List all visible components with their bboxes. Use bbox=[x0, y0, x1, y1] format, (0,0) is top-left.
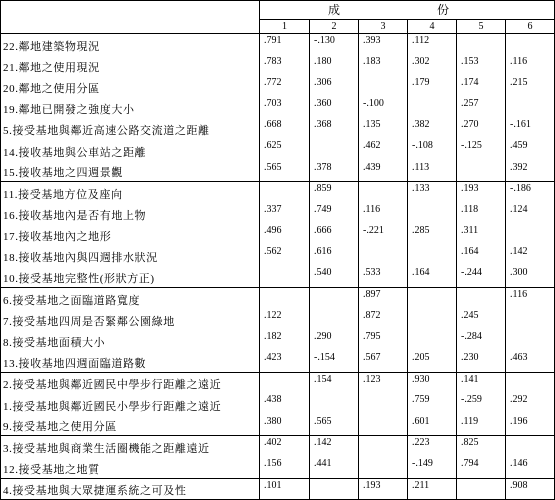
loading-cell: .783 bbox=[260, 55, 310, 76]
loading-cell: .462 bbox=[359, 139, 408, 160]
loading-cell: .306 bbox=[310, 76, 359, 97]
loading-cell: .311 bbox=[457, 224, 506, 245]
loading-cell bbox=[506, 97, 555, 118]
loading-cell: .292 bbox=[506, 393, 555, 414]
loading-cell: .142 bbox=[310, 436, 359, 457]
loading-cell: .135 bbox=[359, 118, 408, 139]
loading-cell bbox=[260, 266, 310, 287]
table-row bbox=[1, 224, 555, 245]
table-row bbox=[1, 288, 555, 309]
loading-cell: .211 bbox=[408, 478, 457, 499]
loading-cell: .378 bbox=[310, 161, 359, 182]
loading-cell bbox=[260, 182, 310, 203]
loading-cell: -.284 bbox=[457, 330, 506, 351]
loading-cell: .791 bbox=[260, 34, 310, 55]
loading-cell: .116 bbox=[506, 288, 555, 309]
row-label: 4.接受基地與大眾捷運系統之可及性 bbox=[1, 478, 260, 499]
loading-cell bbox=[457, 34, 506, 55]
loading-cell: .133 bbox=[408, 182, 457, 203]
header-title-cell bbox=[260, 1, 555, 20]
loading-cell: .223 bbox=[408, 436, 457, 457]
loading-cell bbox=[260, 288, 310, 309]
table-row bbox=[1, 457, 555, 478]
row-label: 8.接受基地面積大小 bbox=[1, 330, 260, 351]
loading-cell bbox=[457, 288, 506, 309]
loading-cell: .533 bbox=[359, 266, 408, 287]
row-label: 16.接收基地內是否有地上物 bbox=[1, 203, 260, 224]
loading-cell: .154 bbox=[310, 372, 359, 393]
table-row bbox=[1, 55, 555, 76]
loading-cell: .182 bbox=[260, 330, 310, 351]
table-row bbox=[1, 245, 555, 266]
table-row bbox=[1, 478, 555, 499]
loading-cell bbox=[359, 76, 408, 97]
table-row bbox=[1, 330, 555, 351]
loading-cell: .285 bbox=[408, 224, 457, 245]
table-row bbox=[1, 393, 555, 414]
loading-cell: .759 bbox=[408, 393, 457, 414]
loading-cell: .668 bbox=[260, 118, 310, 139]
loading-cell bbox=[359, 457, 408, 478]
loading-cell: -.125 bbox=[457, 139, 506, 160]
loading-cell: .772 bbox=[260, 76, 310, 97]
table-row bbox=[1, 309, 555, 330]
loading-cell: .601 bbox=[408, 415, 457, 436]
loading-cell: .382 bbox=[408, 118, 457, 139]
loading-cell: .215 bbox=[506, 76, 555, 97]
row-label: 22.鄰地建築物現況 bbox=[1, 34, 260, 55]
table-row bbox=[1, 97, 555, 118]
loading-cell: .193 bbox=[359, 478, 408, 499]
loading-cell: .302 bbox=[408, 55, 457, 76]
loading-cell: .193 bbox=[457, 182, 506, 203]
row-label: 10.接受基地完整性(形狀方正) bbox=[1, 266, 260, 287]
loading-cell: .859 bbox=[310, 182, 359, 203]
loading-cell bbox=[408, 330, 457, 351]
table-row bbox=[1, 161, 555, 182]
loading-cell bbox=[359, 245, 408, 266]
row-label: 17.接收基地內之地形 bbox=[1, 224, 260, 245]
loading-cell: .402 bbox=[260, 436, 310, 457]
loading-cell: .616 bbox=[310, 245, 359, 266]
loading-cell: -.149 bbox=[408, 457, 457, 478]
loading-cell bbox=[310, 478, 359, 499]
loading-cell: .290 bbox=[310, 330, 359, 351]
row-label: 2.接受基地與鄰近國民中學步行距離之遠近 bbox=[1, 372, 260, 393]
loading-cell: -.108 bbox=[408, 139, 457, 160]
column-header-4: 4 bbox=[408, 20, 457, 34]
row-label: 6.接受基地之面臨道路寬度 bbox=[1, 288, 260, 309]
column-header-2: 2 bbox=[310, 20, 359, 34]
loading-cell: .123 bbox=[359, 372, 408, 393]
loading-cell bbox=[506, 372, 555, 393]
header-title-left: 成 bbox=[328, 3, 342, 17]
loading-cell: .141 bbox=[457, 372, 506, 393]
table-row bbox=[1, 415, 555, 436]
loading-cell bbox=[457, 161, 506, 182]
loading-cell: .112 bbox=[408, 34, 457, 55]
loading-cell: .146 bbox=[506, 457, 555, 478]
loading-cell: .562 bbox=[260, 245, 310, 266]
loading-cell bbox=[310, 288, 359, 309]
loading-cell: .119 bbox=[457, 415, 506, 436]
loading-cell: .825 bbox=[457, 436, 506, 457]
loading-cell: .183 bbox=[359, 55, 408, 76]
loading-cell: .438 bbox=[260, 393, 310, 414]
row-label: 11.接受基地方位及座向 bbox=[1, 182, 260, 203]
loading-cell: .565 bbox=[260, 161, 310, 182]
row-label: 7.接受基地四周是否緊鄰公園綠地 bbox=[1, 309, 260, 330]
loading-cell: .101 bbox=[260, 478, 310, 499]
loading-cell: .360 bbox=[310, 97, 359, 118]
table-row bbox=[1, 118, 555, 139]
loading-cell: .625 bbox=[260, 139, 310, 160]
row-label: 3.接受基地與商業生活圈機能之距離遠近 bbox=[1, 436, 260, 457]
loading-cell: .245 bbox=[457, 309, 506, 330]
loading-cell: .393 bbox=[359, 34, 408, 55]
loading-cell: .205 bbox=[408, 351, 457, 372]
loading-cell: .459 bbox=[506, 139, 555, 160]
loading-cell bbox=[408, 288, 457, 309]
loading-cell: -.244 bbox=[457, 266, 506, 287]
loading-cell: -.259 bbox=[457, 393, 506, 414]
loading-cell: .794 bbox=[457, 457, 506, 478]
loading-cell: .196 bbox=[506, 415, 555, 436]
loading-cell bbox=[408, 245, 457, 266]
loading-cell: .368 bbox=[310, 118, 359, 139]
loading-cell: -.130 bbox=[310, 34, 359, 55]
loading-cell: .380 bbox=[260, 415, 310, 436]
loading-cell bbox=[457, 478, 506, 499]
loading-cell: .795 bbox=[359, 330, 408, 351]
row-label: 9.接受基地之使用分區 bbox=[1, 415, 260, 436]
loading-cell: .439 bbox=[359, 161, 408, 182]
loading-cell: .565 bbox=[310, 415, 359, 436]
loading-cell: .116 bbox=[506, 55, 555, 76]
loading-cell: .118 bbox=[457, 203, 506, 224]
loading-cell bbox=[310, 139, 359, 160]
loading-cell: .164 bbox=[408, 266, 457, 287]
row-label: 20.鄰地之使用分區 bbox=[1, 76, 260, 97]
loading-cell bbox=[408, 309, 457, 330]
header-title-right: 份 bbox=[437, 3, 451, 17]
loading-cell: .300 bbox=[506, 266, 555, 287]
loading-cell: .872 bbox=[359, 309, 408, 330]
loading-cell: .156 bbox=[260, 457, 310, 478]
row-label: 18.接收基地內與四週排水狀況 bbox=[1, 245, 260, 266]
loading-cell: .463 bbox=[506, 351, 555, 372]
loading-cell: .179 bbox=[408, 76, 457, 97]
loading-cell bbox=[506, 309, 555, 330]
loading-cell: .908 bbox=[506, 478, 555, 499]
loading-cell: .164 bbox=[457, 245, 506, 266]
table-row bbox=[1, 436, 555, 457]
loading-cell: .174 bbox=[457, 76, 506, 97]
loading-cell: .124 bbox=[506, 203, 555, 224]
row-label: 12.接受基地之地質 bbox=[1, 457, 260, 478]
loading-cell bbox=[260, 372, 310, 393]
loading-cell: .122 bbox=[260, 309, 310, 330]
loading-cell: .230 bbox=[457, 351, 506, 372]
row-label: 15.接收基地之四週景觀 bbox=[1, 161, 260, 182]
loading-cell: .113 bbox=[408, 161, 457, 182]
loading-cell: .423 bbox=[260, 351, 310, 372]
row-label: 1.接受基地與鄰近國民小學步行距離之遠近 bbox=[1, 393, 260, 414]
loading-cell: -.154 bbox=[310, 351, 359, 372]
loading-cell: .666 bbox=[310, 224, 359, 245]
loading-cell: .897 bbox=[359, 288, 408, 309]
loading-cell bbox=[408, 97, 457, 118]
row-label: 5.接受基地與鄰近高速公路交流道之距離 bbox=[1, 118, 260, 139]
loading-cell: -.100 bbox=[359, 97, 408, 118]
table-row bbox=[1, 182, 555, 203]
loading-cell bbox=[506, 34, 555, 55]
loading-cell bbox=[506, 330, 555, 351]
loading-cell: -.186 bbox=[506, 182, 555, 203]
table-row bbox=[1, 266, 555, 287]
table-row bbox=[1, 34, 555, 55]
row-label: 13.接收基地四週面臨道路數 bbox=[1, 351, 260, 372]
loading-cell: -.221 bbox=[359, 224, 408, 245]
loading-cell: .116 bbox=[359, 203, 408, 224]
loading-cell bbox=[506, 224, 555, 245]
loading-cell: .392 bbox=[506, 161, 555, 182]
column-header-1: 1 bbox=[260, 20, 310, 34]
loading-cell bbox=[359, 393, 408, 414]
loading-cell bbox=[359, 415, 408, 436]
loading-cell bbox=[359, 182, 408, 203]
loading-cell: .180 bbox=[310, 55, 359, 76]
table-row bbox=[1, 139, 555, 160]
loading-cell bbox=[359, 436, 408, 457]
loading-cell bbox=[310, 309, 359, 330]
table-row bbox=[1, 203, 555, 224]
row-label: 14.接收基地與公車站之距離 bbox=[1, 139, 260, 160]
loading-cell: .749 bbox=[310, 203, 359, 224]
column-header-3: 3 bbox=[359, 20, 408, 34]
loading-cell bbox=[310, 393, 359, 414]
loading-cell: .142 bbox=[506, 245, 555, 266]
loading-cell: .257 bbox=[457, 97, 506, 118]
loading-cell: .337 bbox=[260, 203, 310, 224]
loading-cell: .703 bbox=[260, 97, 310, 118]
header-blank-cell bbox=[1, 1, 260, 34]
table-row bbox=[1, 351, 555, 372]
loading-cell: .567 bbox=[359, 351, 408, 372]
loading-cell: .441 bbox=[310, 457, 359, 478]
column-header-6: 6 bbox=[506, 20, 555, 34]
table-row bbox=[1, 372, 555, 393]
loading-cell bbox=[506, 436, 555, 457]
loading-cell: .540 bbox=[310, 266, 359, 287]
table-row bbox=[1, 76, 555, 97]
loading-cell: -.161 bbox=[506, 118, 555, 139]
column-header-5: 5 bbox=[457, 20, 506, 34]
row-label: 21.鄰地之使用現況 bbox=[1, 55, 260, 76]
loading-cell: .153 bbox=[457, 55, 506, 76]
loading-cell bbox=[408, 203, 457, 224]
loading-cell: .270 bbox=[457, 118, 506, 139]
row-label: 19.鄰地已開發之強度大小 bbox=[1, 97, 260, 118]
loading-cell: .930 bbox=[408, 372, 457, 393]
loading-cell: .496 bbox=[260, 224, 310, 245]
